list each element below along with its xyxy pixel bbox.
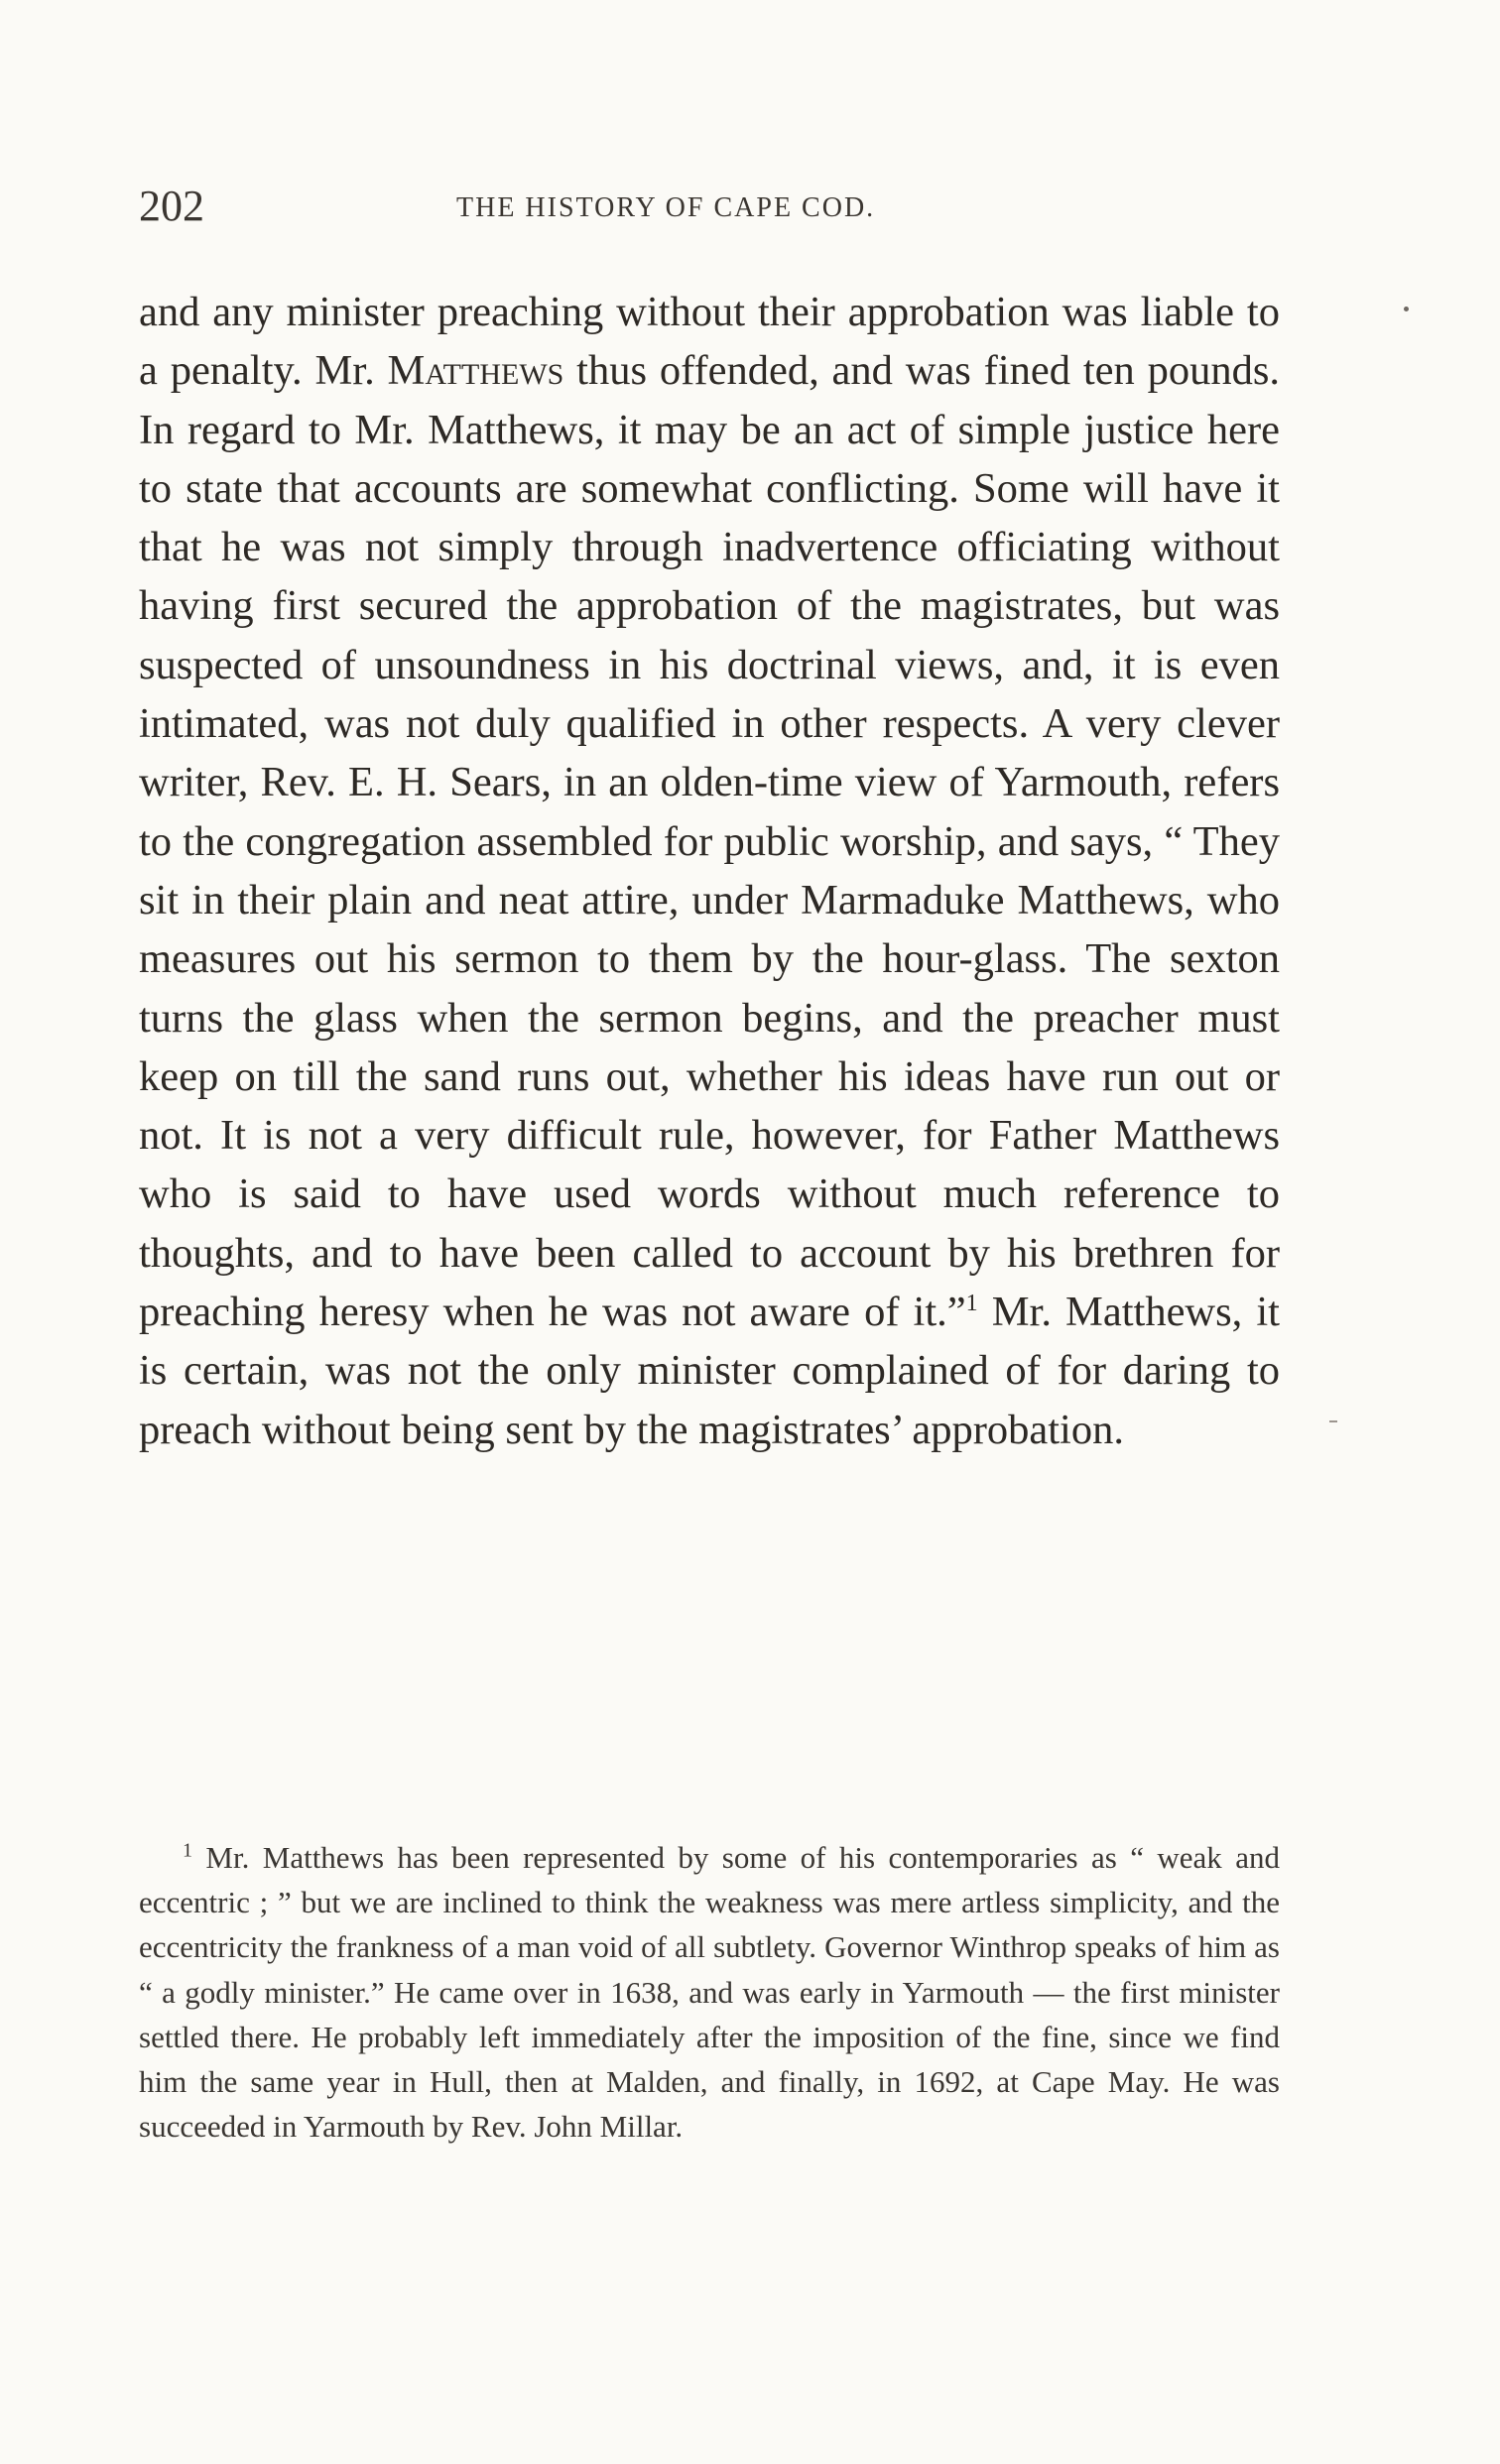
footnote-text: Mr. Matthews has been represented by some of his contemporaries as “ weak and eccentric ; ” but we are inclined to think the weakness was mere artless simplicity, and the eccentricity the frankness of a man void of all subtlety. Governor Winthrop speaks of him as “ a godly minister.” He came over in 1638, and was early in Yarmouth — the first minister settled there. He probably left immediately after the imposition of the fine, since we find him the same year in Hull, then at Malden, and finally, in 1692, at Cape May. He was succeeded in Yarmouth by Rev. John Millar. <box>139 1840 1280 2145</box>
margin-speck <box>1404 307 1409 311</box>
footnote-marker: 1 <box>183 1839 192 1862</box>
page-number: 202 <box>139 182 204 230</box>
page-header <box>139 177 1280 236</box>
footnote-reference: 1 <box>965 1290 978 1316</box>
footnote <box>139 1835 1280 2149</box>
running-title: THE HISTORY OF CAPE COD. <box>456 192 876 223</box>
body-text-part-1: and any minister preaching without their approbation was liable to a penalty. Mr. <box>139 289 1280 395</box>
body-text-part-2: thus offended, and was fined ten pounds. In regard to Mr. Matthews, it may be an act of simple justice here to state that accounts are somewhat conflicting. Some will have it that he was not simply through inadvertence officiating without having first secured the approbation of the magistrates, but was suspected of unsoundness in his doctrinal views, and, it is even intimated, was not duly qualified in other respects. A very clever writer, Rev. E. H. Sears, in an olden-time view of Yarmouth, refers to the congregation assembled for public worship, and says, “ They sit in their plain and neat attire, under Marmaduke Matthews, who measures out his sermon to them by the hour-glass. The sexton turns the glass when the sermon begins, and the preacher must keep on till the sand runs out, whether his ideas have run out or not. It is not a very difficult rule, however, for Father Matthews who is said to have used words without much reference to thoughts, and to have been called to account by his brethren for preaching heresy when he was not aware of it.” <box>139 347 1281 1336</box>
name-small-caps: Matthews <box>387 347 564 395</box>
body-paragraph <box>139 283 1280 1459</box>
body-text-part-3: Mr. Matthews, it is certain, was not the only minister complained of for daring to preach without being sent by the magistrates’ approbation. <box>139 1289 1280 1453</box>
margin-mark <box>1329 1420 1337 1422</box>
